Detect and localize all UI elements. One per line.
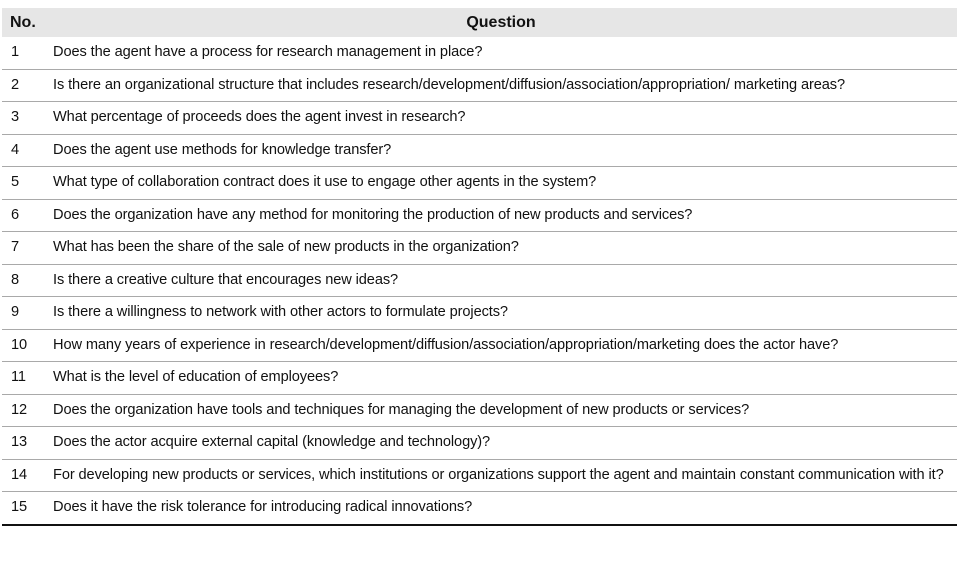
row-question: Does the actor acquire external capital (knowledge and technology)?	[45, 427, 957, 460]
row-number: 13	[2, 427, 45, 460]
row-question: Is there an organizational structure that includes research/development/diffusion/association/appropriation/ marketing areas?	[45, 69, 957, 102]
table-body	[2, 37, 957, 525]
row-number: 1	[2, 37, 45, 69]
table-row	[2, 134, 957, 167]
table-row	[2, 199, 957, 232]
row-number: 8	[2, 264, 45, 297]
row-number: 5	[2, 167, 45, 200]
row-number: 12	[2, 394, 45, 427]
row-question: What type of collaboration contract does it use to engage other agents in the system?	[45, 167, 957, 200]
row-question: Is there a creative culture that encourages new ideas?	[45, 264, 957, 297]
row-question: What percentage of proceeds does the agent invest in research?	[45, 102, 957, 135]
row-question: Is there a willingness to network with other actors to formulate projects?	[45, 297, 957, 330]
questions-table-container	[2, 8, 957, 526]
row-number: 2	[2, 69, 45, 102]
row-question: What is the level of education of employees?	[45, 362, 957, 395]
row-number: 11	[2, 362, 45, 395]
row-number: 6	[2, 199, 45, 232]
table-header	[2, 8, 957, 37]
row-question: Does the organization have tools and techniques for managing the development of new products or services?	[45, 394, 957, 427]
row-question: Does the agent use methods for knowledge transfer?	[45, 134, 957, 167]
table-row	[2, 69, 957, 102]
row-question: Does the organization have any method for monitoring the production of new products and services?	[45, 199, 957, 232]
table-row	[2, 37, 957, 69]
row-number: 14	[2, 459, 45, 492]
row-number: 7	[2, 232, 45, 265]
table-row	[2, 329, 957, 362]
row-number: 15	[2, 492, 45, 525]
row-question: How many years of experience in research/development/diffusion/association/appropriation/marketing does the actor have?	[45, 329, 957, 362]
table-row	[2, 362, 957, 395]
table-row	[2, 492, 957, 525]
row-question: Does the agent have a process for research management in place?	[45, 37, 957, 69]
table-row	[2, 459, 957, 492]
row-number: 10	[2, 329, 45, 362]
table-row	[2, 427, 957, 460]
header-row	[2, 8, 957, 37]
row-number: 9	[2, 297, 45, 330]
table-row	[2, 394, 957, 427]
table-row	[2, 297, 957, 330]
row-number: 4	[2, 134, 45, 167]
row-question: For developing new products or services, which institutions or organizations support the agent and maintain constant communication with it?	[45, 459, 957, 492]
header-no: No.	[2, 8, 45, 37]
questions-table	[2, 8, 957, 526]
table-row	[2, 232, 957, 265]
header-question: Question	[45, 8, 957, 37]
row-question: Does it have the risk tolerance for introducing radical innovations?	[45, 492, 957, 525]
table-row	[2, 102, 957, 135]
table-row	[2, 167, 957, 200]
table-row	[2, 264, 957, 297]
row-question: What has been the share of the sale of new products in the organization?	[45, 232, 957, 265]
row-number: 3	[2, 102, 45, 135]
